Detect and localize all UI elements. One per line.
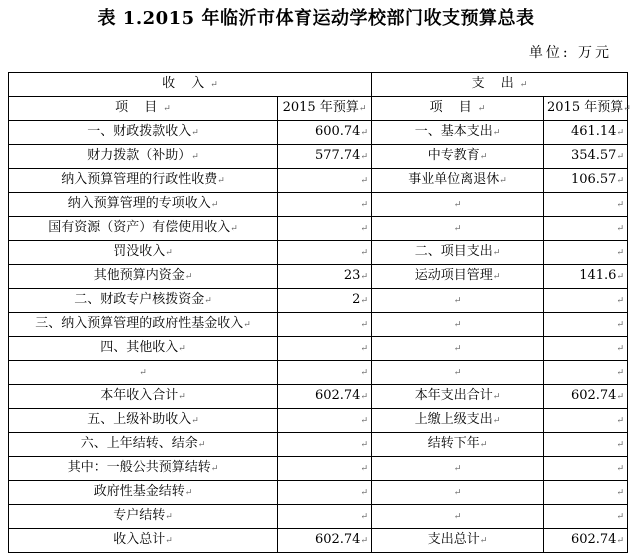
expense-item-cell: ↵ (372, 289, 544, 313)
table-row (9, 433, 628, 457)
section-header-row (9, 73, 628, 97)
table-row (9, 121, 628, 145)
income-item-cell: 五、上级补助收入↵ (9, 409, 278, 433)
expense-budget-header: 2015 年预算↵ (544, 97, 628, 121)
expense-item-cell: 运动项目管理↵ (372, 265, 544, 289)
income-value-cell: ↵ (278, 241, 372, 265)
expense-item-header: 项 目↵ (372, 97, 544, 121)
expense-value-cell: ↵ (544, 289, 628, 313)
income-item-cell: 四、其他收入↵ (9, 337, 278, 361)
income-item-cell: 国有资源（资产）有偿使用收入↵ (9, 217, 278, 241)
income-value-cell: ↵ (278, 193, 372, 217)
table-row (9, 265, 628, 289)
table-row (9, 361, 628, 385)
table-row (9, 145, 628, 169)
income-item-cell: 六、上年结转、结余↵ (9, 433, 278, 457)
table-row (9, 289, 628, 313)
income-value-cell: ↵ (278, 217, 372, 241)
income-value-cell: ↵ (278, 505, 372, 529)
table-row (9, 193, 628, 217)
expense-value-cell: ↵ (544, 337, 628, 361)
expense-value-cell: ↵ (544, 217, 628, 241)
expense-value-cell: ↵ (544, 313, 628, 337)
table-row (9, 217, 628, 241)
expense-item-cell: 事业单位离退休↵ (372, 169, 544, 193)
income-value-cell: 602.74↵ (278, 529, 372, 553)
expense-value-cell: ↵ (544, 409, 628, 433)
expense-value-cell: 602.74↵ (544, 529, 628, 553)
table-title: 表 1.2015 年临沂市体育运动学校部门收支预算总表 (97, 8, 535, 29)
income-value-cell: ↵ (278, 433, 372, 457)
income-section-header: 收 入↵ (9, 73, 372, 97)
expense-item-cell: ↵ (372, 505, 544, 529)
expense-value-cell: 141.6↵ (544, 265, 628, 289)
table-row (9, 313, 628, 337)
expense-value-cell: 354.57↵ (544, 145, 628, 169)
income-item-cell: 其中：一般公共预算结转↵ (9, 457, 278, 481)
income-item-cell: 二、财政专户核拨资金↵ (9, 289, 278, 313)
income-value-cell: ↵ (278, 169, 372, 193)
expense-value-cell: 106.57↵ (544, 169, 628, 193)
income-item-cell: 财力拨款（补助）↵ (9, 145, 278, 169)
table-row (9, 241, 628, 265)
expense-item-cell: ↵ (372, 457, 544, 481)
income-value-cell: ↵ (278, 457, 372, 481)
expense-item-cell: 本年支出合计↵ (372, 385, 544, 409)
expense-item-cell: ↵ (372, 361, 544, 385)
income-item-cell: 一、财政拨款收入↵ (9, 121, 278, 145)
table-row (9, 385, 628, 409)
income-item-cell: 其他预算内资金↵ (9, 265, 278, 289)
income-value-cell: ↵ (278, 481, 372, 505)
table-row (9, 505, 628, 529)
expense-item-cell: 上缴上级支出↵ (372, 409, 544, 433)
income-value-cell: ↵ (278, 337, 372, 361)
expense-item-cell: 结转下年↵ (372, 433, 544, 457)
expense-item-cell: ↵ (372, 337, 544, 361)
expense-item-cell: ↵ (372, 217, 544, 241)
expense-section-header: 支 出↵ (372, 73, 628, 97)
income-item-cell: 罚没收入↵ (9, 241, 278, 265)
expense-value-cell: ↵ (544, 433, 628, 457)
unit-label: 单位: 万元 (528, 45, 612, 61)
expense-item-cell: 支出总计↵ (372, 529, 544, 553)
expense-item-cell: 中专教育↵ (372, 145, 544, 169)
income-value-cell: 23↵ (278, 265, 372, 289)
income-item-cell: 专户结转↵ (9, 505, 278, 529)
income-item-cell: 纳入预算管理的行政性收费↵ (9, 169, 278, 193)
income-budget-header: 2015 年预算↵ (278, 97, 372, 121)
income-value-cell: 600.74↵ (278, 121, 372, 145)
income-item-cell: 收入总计↵ (9, 529, 278, 553)
expense-item-cell: 一、基本支出↵ (372, 121, 544, 145)
expense-value-cell: ↵ (544, 361, 628, 385)
income-item-header: 项 目↵ (9, 97, 278, 121)
income-item-cell: 纳入预算管理的专项收入↵ (9, 193, 278, 217)
expense-value-cell: 461.14↵ (544, 121, 628, 145)
table-row (9, 529, 628, 553)
expense-value-cell: ↵ (544, 457, 628, 481)
table-row (9, 409, 628, 433)
expense-item-cell: ↵ (372, 193, 544, 217)
income-item-cell: 三、纳入预算管理的政府性基金收入↵ (9, 313, 278, 337)
expense-value-cell: ↵ (544, 481, 628, 505)
income-value-cell: 577.74↵ (278, 145, 372, 169)
table-row (9, 481, 628, 505)
expense-item-cell: ↵ (372, 481, 544, 505)
income-value-cell: ↵ (278, 313, 372, 337)
expense-item-cell: ↵ (372, 313, 544, 337)
expense-value-cell: ↵ (544, 193, 628, 217)
expense-item-cell: 二、项目支出↵ (372, 241, 544, 265)
income-item-cell: 政府性基金结转↵ (9, 481, 278, 505)
income-item-cell: 本年收入合计↵ (9, 385, 278, 409)
income-value-cell: 2↵ (278, 289, 372, 313)
expense-value-cell: 602.74↵ (544, 385, 628, 409)
table-row (9, 169, 628, 193)
expense-value-cell: ↵ (544, 241, 628, 265)
income-value-cell: 602.74↵ (278, 385, 372, 409)
income-item-cell: ↵ (9, 361, 278, 385)
column-header-row (9, 97, 628, 121)
income-value-cell: ↵ (278, 409, 372, 433)
expense-value-cell: ↵ (544, 505, 628, 529)
table-row (9, 337, 628, 361)
income-value-cell: ↵ (278, 361, 372, 385)
budget-summary-table (8, 72, 631, 553)
table-row (9, 457, 628, 481)
